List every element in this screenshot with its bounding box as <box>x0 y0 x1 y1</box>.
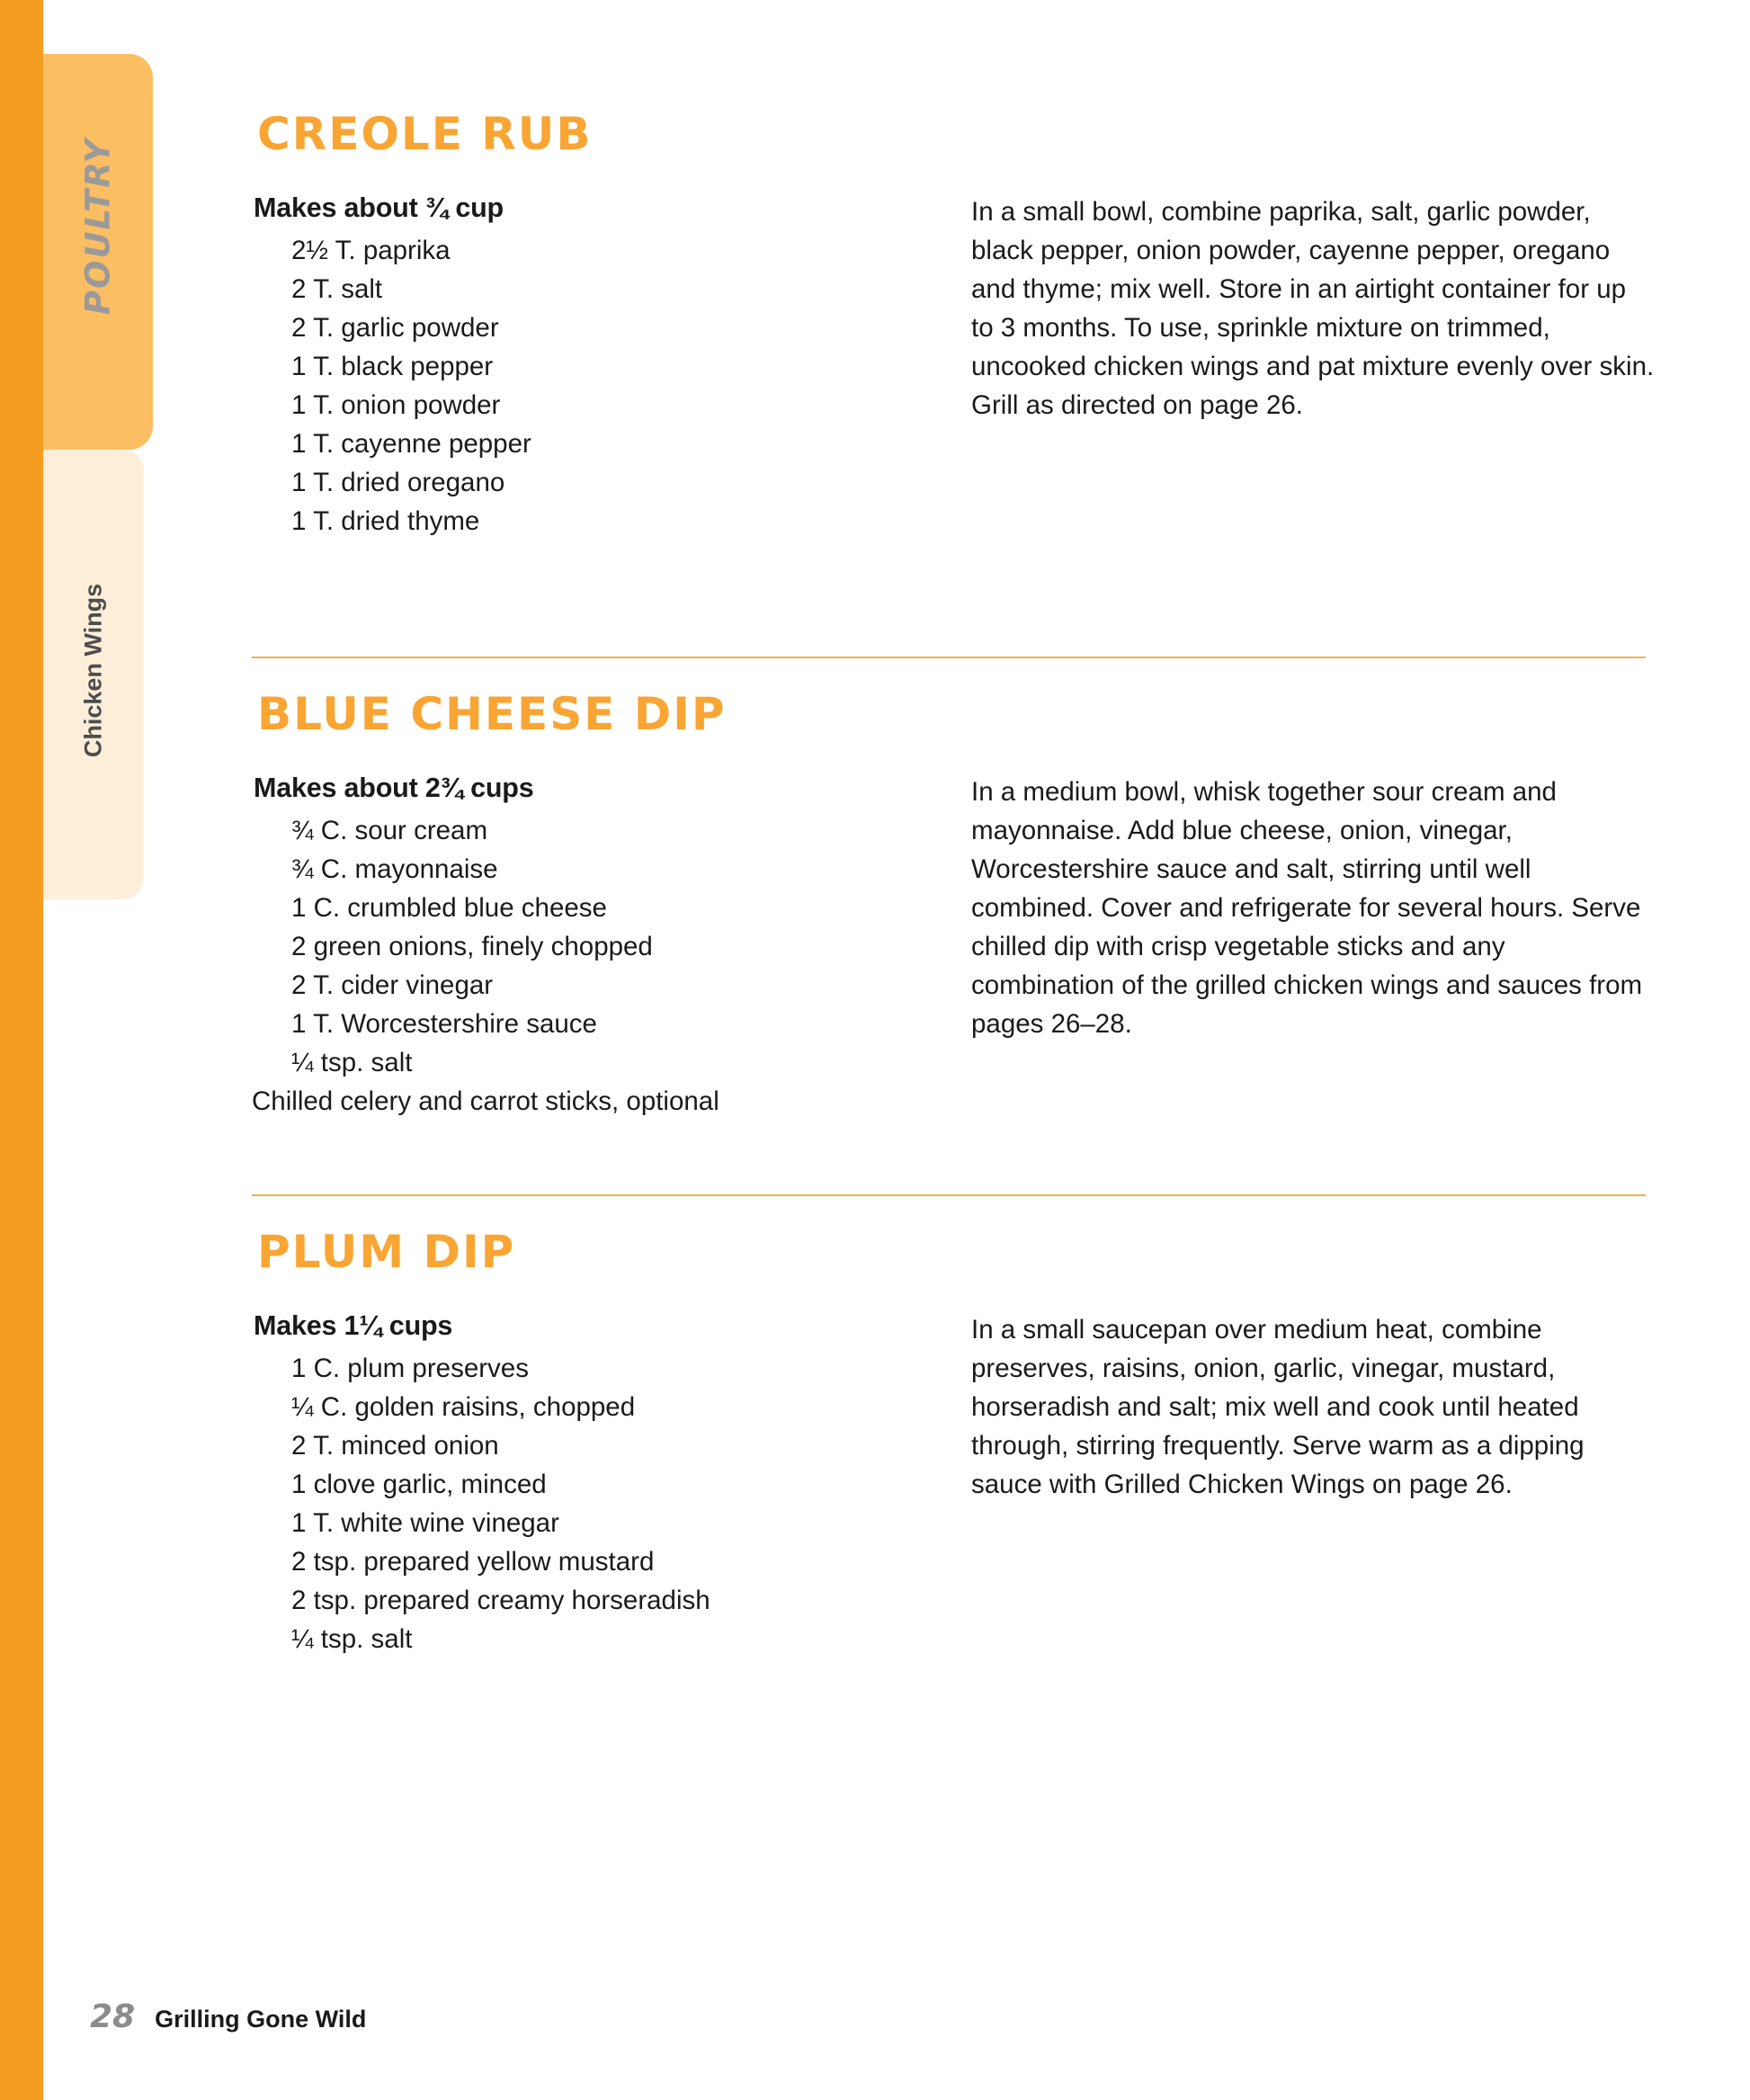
recipe-ingredients-column <box>252 1310 971 1658</box>
ingredient-item: 2 T. cider vinegar <box>291 970 494 1000</box>
recipe-ingredients-column <box>252 192 971 541</box>
recipe-yield: Makes about 2¾ cups <box>254 773 534 803</box>
recipe-columns <box>252 192 1655 541</box>
recipe-yield: Makes about ¾ cup <box>254 192 504 223</box>
ingredient-item: 1 T. onion powder <box>291 390 501 420</box>
ingredient-item: ¾ C. mayonnaise <box>291 854 498 884</box>
ingredient-item: 2 T. salt <box>291 274 383 304</box>
section-divider <box>252 657 1646 658</box>
ingredient-item: 2 green onions, finely chopped <box>291 932 653 961</box>
ingredient-item: 2 tsp. prepared yellow mustard <box>291 1547 655 1577</box>
recipe-directions: In a medium bowl, whisk together sour cream and mayonnaise. Add blue cheese, onion, vinegar, Worcestershire sauce and salt, stirring until well combined. Cover and refrigerate for several hours. Serve chilled dip with crisp vegetable sticks and any combination of the grilled chicken wings and sauces from pages 26–28. <box>971 777 1643 1039</box>
ingredient-item: 2½ T. paprika <box>291 236 451 265</box>
ingredient-item: ¾ C. sour cream <box>291 816 488 845</box>
ingredient-item: 2 tsp. prepared creamy horseradish <box>291 1586 710 1615</box>
page-spine <box>0 0 43 2100</box>
recipe-directions: In a small bowl, combine paprika, salt, garlic powder, black pepper, onion powder, cayenne pepper, oregano and thyme; mix well. Store in an airtight container for up to 3 months. To use, sprinkle mixture on trimmed, uncooked chicken wings and pat mixture evenly over skin. Grill as directed on page 26. <box>971 197 1655 420</box>
ingredient-item: Chilled celery and carrot sticks, optional <box>252 1086 719 1116</box>
ingredient-list <box>252 1349 971 1658</box>
recipe-title: PLUM DIP <box>257 1226 516 1278</box>
ingredient-item: 2 T. garlic powder <box>291 313 499 343</box>
recipe-blue-cheese-dip <box>252 688 1655 1121</box>
book-title: Grilling Gone Wild <box>155 2006 367 2033</box>
section-tab-label: POULTRY <box>78 137 118 316</box>
ingredient-list <box>252 811 971 1121</box>
recipe-directions: In a small saucepan over medium heat, combine preserves, raisins, onion, garlic, vinegar, mustard, horseradish and salt; mix well and cook until heated through, stirring frequently. Serve warm as a dipping sauce with Grilled Chicken Wings on page 26. <box>971 1315 1585 1499</box>
section-divider <box>252 1194 1646 1196</box>
ingredient-item: 1 T. cayenne pepper <box>291 429 531 459</box>
recipe-creole-rub <box>252 108 1655 541</box>
ingredient-item: ¼ C. golden raisins, chopped <box>291 1392 636 1422</box>
recipe-plum-dip <box>252 1226 1655 1658</box>
subsection-tab-label: Chicken Wings <box>79 583 107 758</box>
recipe-yield: Makes 1¼ cups <box>254 1310 453 1341</box>
subsection-tab-chicken-wings[interactable] <box>43 450 144 899</box>
section-tab-poultry[interactable] <box>43 54 153 450</box>
recipe-directions-column <box>971 192 1655 541</box>
recipe-directions-column <box>971 773 1655 1121</box>
ingredient-list <box>252 231 971 541</box>
recipe-columns <box>252 773 1655 1121</box>
recipe-title: BLUE CHEESE DIP <box>257 688 727 740</box>
ingredient-item: 1 T. dried thyme <box>291 506 480 536</box>
page-number: 28 <box>90 1998 136 2035</box>
ingredient-item: ¼ tsp. salt <box>291 1048 413 1077</box>
recipe-directions-column <box>971 1310 1655 1658</box>
ingredient-item: 1 C. crumbled blue cheese <box>291 893 607 923</box>
ingredient-item: 1 clove garlic, minced <box>291 1470 547 1499</box>
ingredient-item: ¼ tsp. salt <box>291 1624 413 1654</box>
ingredient-item: 2 T. minced onion <box>291 1431 499 1461</box>
recipe-ingredients-column <box>252 773 971 1121</box>
ingredient-item: 1 T. black pepper <box>291 352 494 381</box>
page-content <box>252 0 1655 2100</box>
ingredient-item: 1 T. dried oregano <box>291 468 505 497</box>
ingredient-item: 1 C. plum preserves <box>291 1354 529 1383</box>
ingredient-item: 1 T. Worcestershire sauce <box>291 1009 597 1039</box>
recipe-columns <box>252 1310 1655 1658</box>
page-footer <box>90 1998 366 2035</box>
ingredient-item: 1 T. white wine vinegar <box>291 1508 559 1538</box>
recipe-title: CREOLE RUB <box>257 108 593 160</box>
